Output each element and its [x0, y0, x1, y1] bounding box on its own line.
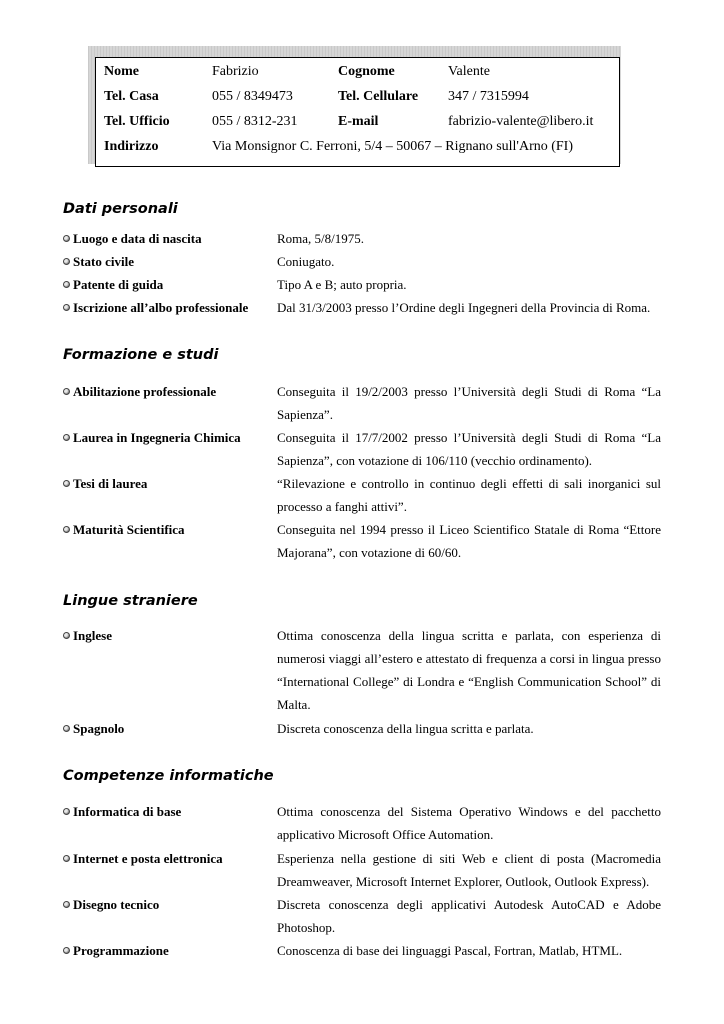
item-desc: Coniugato. — [277, 254, 335, 269]
item-desc: Ottima conoscenza della lingua scritta e parlata, con esperienza di numerosi viaggi all’estero e attestato di frequenza a corsi in lingua presso “International College” di Londra e “English Communication School” di Malta. — [277, 628, 661, 712]
bullet-icon — [63, 855, 70, 862]
item-term: Inglese — [73, 628, 112, 643]
home-tel-label: Tel. Casa — [104, 89, 159, 104]
address-value: Via Monsignor C. Ferroni, 5/4 – 50067 – Rignano sull'Arno (FI) — [212, 139, 573, 154]
header-row-address — [96, 139, 619, 163]
item-desc: Roma, 5/8/1975. — [277, 231, 365, 246]
email-label: E-mail — [338, 114, 379, 129]
bullet-icon — [63, 947, 70, 954]
item-desc: Discreta conoscenza della lingua scritta e parlata. — [277, 721, 534, 736]
mobile-value: 347 / 7315994 — [448, 89, 529, 104]
bullet-icon — [63, 725, 70, 732]
name-value: Fabrizio — [212, 64, 259, 79]
bullet-icon — [63, 388, 70, 395]
item-term: Disegno tecnico — [73, 897, 160, 912]
item-term: Tesi di laurea — [73, 476, 148, 491]
surname-label: Cognome — [338, 64, 395, 79]
bullet-icon — [63, 632, 70, 639]
item-desc: Conseguita il 19/2/2003 presso l’Università degli Studi di Roma “La Sapienza”. — [277, 384, 661, 422]
item-term: Laurea in Ingegneria Chimica — [73, 430, 241, 445]
item-term: Spagnolo — [73, 721, 125, 736]
bullet-icon — [63, 434, 70, 441]
bullet-icon — [63, 808, 70, 815]
item-desc: Dal 31/3/2003 presso l’Ordine degli Ingegneri della Provincia di Roma. — [277, 300, 651, 315]
name-label: Nome — [104, 64, 139, 79]
surname-value: Valente — [448, 64, 490, 79]
item-desc: Conseguita nel 1994 presso il Liceo Scientifico Statale di Roma “Ettore Majorana”, con votazione di 60/60. — [277, 522, 661, 560]
item-desc: Tipo A e B; auto propria. — [277, 277, 407, 292]
office-tel-value: 055 / 8312-231 — [212, 114, 298, 129]
item-desc: Discreta conoscenza degli applicativi Autodesk AutoCAD e Adobe Photoshop. — [277, 897, 661, 935]
home-tel-value: 055 / 8349473 — [212, 89, 293, 104]
header-row-phone — [96, 89, 619, 113]
item-term: Internet e posta elettronica — [73, 851, 223, 866]
item-term: Iscrizione all’albo professionale — [73, 300, 249, 315]
bullet-icon — [63, 526, 70, 533]
section-title-lingue: Lingue straniere — [63, 593, 198, 609]
bullet-icon — [63, 304, 70, 311]
header-row-office — [96, 114, 619, 138]
item-desc: Conoscenza di base dei linguaggi Pascal, Fortran, Matlab, HTML. — [277, 943, 623, 958]
item-term: Informatica di base — [73, 804, 182, 819]
item-term: Maturità Scientifica — [73, 522, 185, 537]
email-value[interactable]: fabrizio-valente@libero.it — [448, 114, 594, 129]
item-term: Abilitazione professionale — [73, 384, 217, 399]
bullet-icon — [63, 480, 70, 487]
mobile-label: Tel. Cellulare — [338, 89, 419, 104]
item-term: Patente di guida — [73, 277, 164, 292]
section-title-competenze: Competenze informatiche — [63, 768, 274, 784]
item-term: Stato civile — [73, 254, 135, 269]
office-tel-label: Tel. Ufficio — [104, 114, 170, 129]
contact-header-box — [95, 57, 620, 167]
bullet-icon — [63, 258, 70, 265]
item-desc: Esperienza nella gestione di siti Web e client di posta (Macromedia Dreamweaver, Microsoft Internet Explorer, Outlook, Outlook Express). — [277, 851, 661, 889]
item-desc: Ottima conoscenza del Sistema Operativo Windows e del pacchetto applicativo Microsoft Office Automation. — [277, 804, 661, 842]
item-term: Programmazione — [73, 943, 169, 958]
address-label: Indirizzo — [104, 139, 159, 154]
bullet-icon — [63, 235, 70, 242]
section-title-dati-personali: Dati personali — [63, 201, 178, 217]
header-row-name — [96, 64, 619, 88]
section-title-formazione: Formazione e studi — [63, 347, 219, 363]
item-desc: “Rilevazione e controllo in continuo degli effetti di sali inorganici sul processo a fanghi attivi”. — [277, 476, 661, 514]
item-term: Luogo e data di nascita — [73, 231, 202, 246]
bullet-icon — [63, 281, 70, 288]
item-desc: Conseguita il 17/7/2002 presso l’Università degli Studi di Roma “La Sapienza”, con votazione di 106/110 (vecchio ordinamento). — [277, 430, 661, 468]
bullet-icon — [63, 901, 70, 908]
